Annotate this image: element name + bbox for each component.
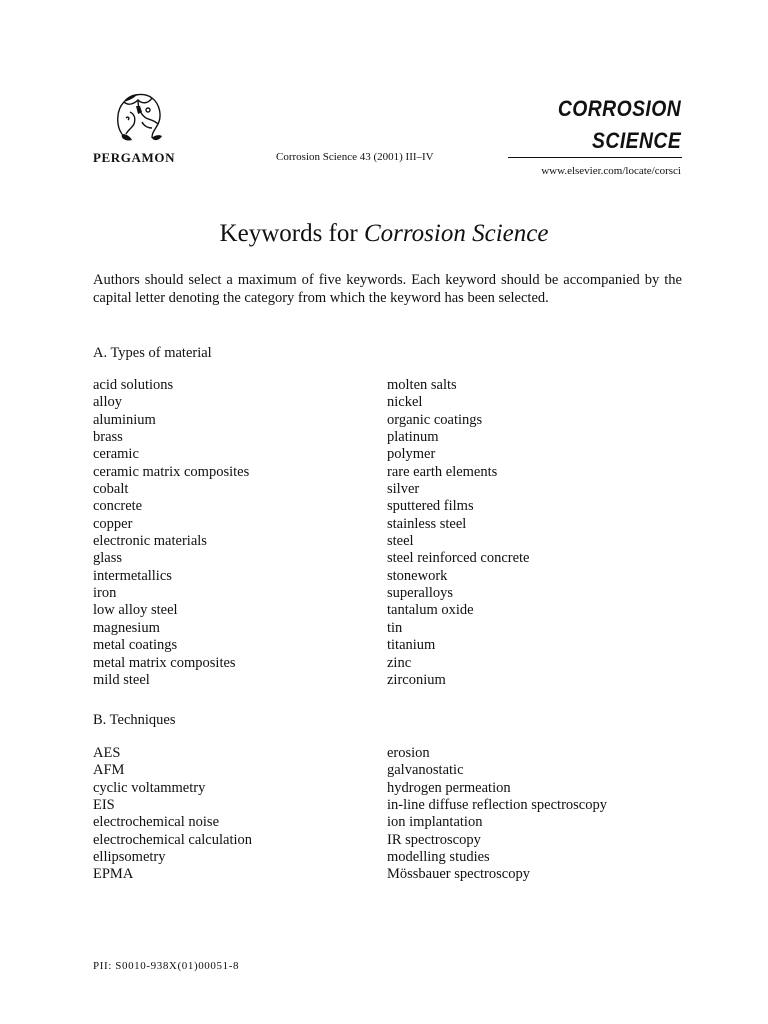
keyword-item: tin: [387, 619, 403, 636]
keyword-item: acid solutions: [93, 377, 174, 393]
pergamon-logo-icon: [108, 84, 170, 146]
keyword-item: low alloy steel: [93, 602, 178, 619]
keyword-item: brass: [93, 429, 123, 446]
keyword-item: cobalt: [93, 481, 129, 498]
keyword-item: galvanostatic: [387, 762, 464, 779]
keyword-item: ellipsometry: [93, 849, 166, 866]
keyword-item: ceramic: [93, 446, 139, 463]
keyword-item: Mössbauer spectroscopy: [387, 866, 530, 883]
intro-paragraph: Authors should select a maximum of five keywords. Each keyword should be accompanied by the capital letter denoting the category from which the keyword has been selected.: [93, 272, 682, 306]
section-heading-materials: A. Types of material: [93, 345, 212, 361]
keyword-item: metal coatings: [93, 637, 178, 654]
keyword-item: erosion: [387, 745, 430, 761]
keyword-item: intermetallics: [93, 567, 172, 584]
techniques-keyword-list-left: [93, 745, 252, 884]
section-heading-techniques: B. Techniques: [93, 712, 176, 728]
materials-keyword-list-left: [93, 377, 249, 689]
keyword-item: modelling studies: [387, 849, 490, 866]
keyword-item: iron: [93, 585, 117, 602]
keyword-item: electrochemical noise: [93, 814, 220, 831]
materials-keyword-list-right: [387, 377, 530, 689]
keyword-item: in-line diffuse reflection spectroscopy: [387, 797, 607, 814]
keyword-item: titanium: [387, 637, 436, 654]
keyword-item: EPMA: [93, 866, 134, 883]
keyword-item: superalloys: [387, 585, 454, 602]
keyword-item: platinum: [387, 429, 439, 446]
keyword-item: silver: [387, 481, 420, 498]
keyword-item: steel: [387, 533, 414, 550]
journal-title: [541, 93, 681, 157]
keyword-item: cyclic voltammetry: [93, 779, 206, 796]
keyword-item: concrete: [93, 498, 143, 515]
keyword-item: electronic materials: [93, 533, 207, 550]
pii-identifier: PII: S0010-938X(01)00051-8: [93, 960, 240, 972]
journal-citation: Corrosion Science 43 (2001) III–IV: [276, 151, 434, 163]
keyword-item: molten salts: [387, 377, 457, 393]
journal-url: www.elsevier.com/locate/corsci: [541, 165, 681, 177]
keyword-item: metal matrix composites: [93, 654, 236, 671]
page-title-prefix: Keywords for: [219, 220, 364, 247]
keyword-item: sputtered films: [387, 498, 474, 515]
keyword-item: magnesium: [93, 619, 160, 636]
keyword-item: ion implantation: [387, 814, 483, 831]
keyword-item: stonework: [387, 567, 448, 584]
keyword-item: rare earth elements: [387, 463, 498, 480]
keyword-item: zinc: [387, 654, 412, 671]
keyword-item: polymer: [387, 446, 436, 463]
page-title-journal: Corrosion Science: [363, 220, 549, 247]
keyword-item: stainless steel: [387, 515, 467, 532]
keyword-item: ceramic matrix composites: [93, 463, 250, 480]
journal-title-line-2: SCIENCE: [591, 128, 681, 153]
keyword-item: tantalum oxide: [387, 602, 474, 619]
keyword-item: hydrogen permeation: [387, 779, 511, 796]
keyword-item: EIS: [93, 797, 115, 814]
keyword-item: IR spectroscopy: [387, 831, 481, 848]
keyword-item: glass: [93, 550, 122, 567]
keyword-item: electrochemical calculation: [93, 831, 253, 848]
keyword-item: AFM: [93, 762, 125, 779]
header-divider: [508, 157, 682, 158]
keyword-item: aluminium: [93, 411, 156, 428]
publisher-name: PERGAMON: [93, 150, 176, 165]
keyword-item: mild steel: [93, 671, 150, 688]
page-title: [0, 220, 768, 248]
keyword-item: nickel: [387, 394, 423, 411]
techniques-keyword-list-right: [387, 745, 607, 884]
journal-title-line-1: CORROSION: [557, 96, 681, 121]
keyword-item: zirconium: [387, 671, 446, 688]
keyword-item: organic coatings: [387, 411, 483, 428]
keyword-item: AES: [93, 745, 121, 761]
keyword-item: steel reinforced concrete: [387, 550, 530, 567]
keyword-item: alloy: [93, 394, 122, 411]
keyword-item: copper: [93, 515, 133, 532]
